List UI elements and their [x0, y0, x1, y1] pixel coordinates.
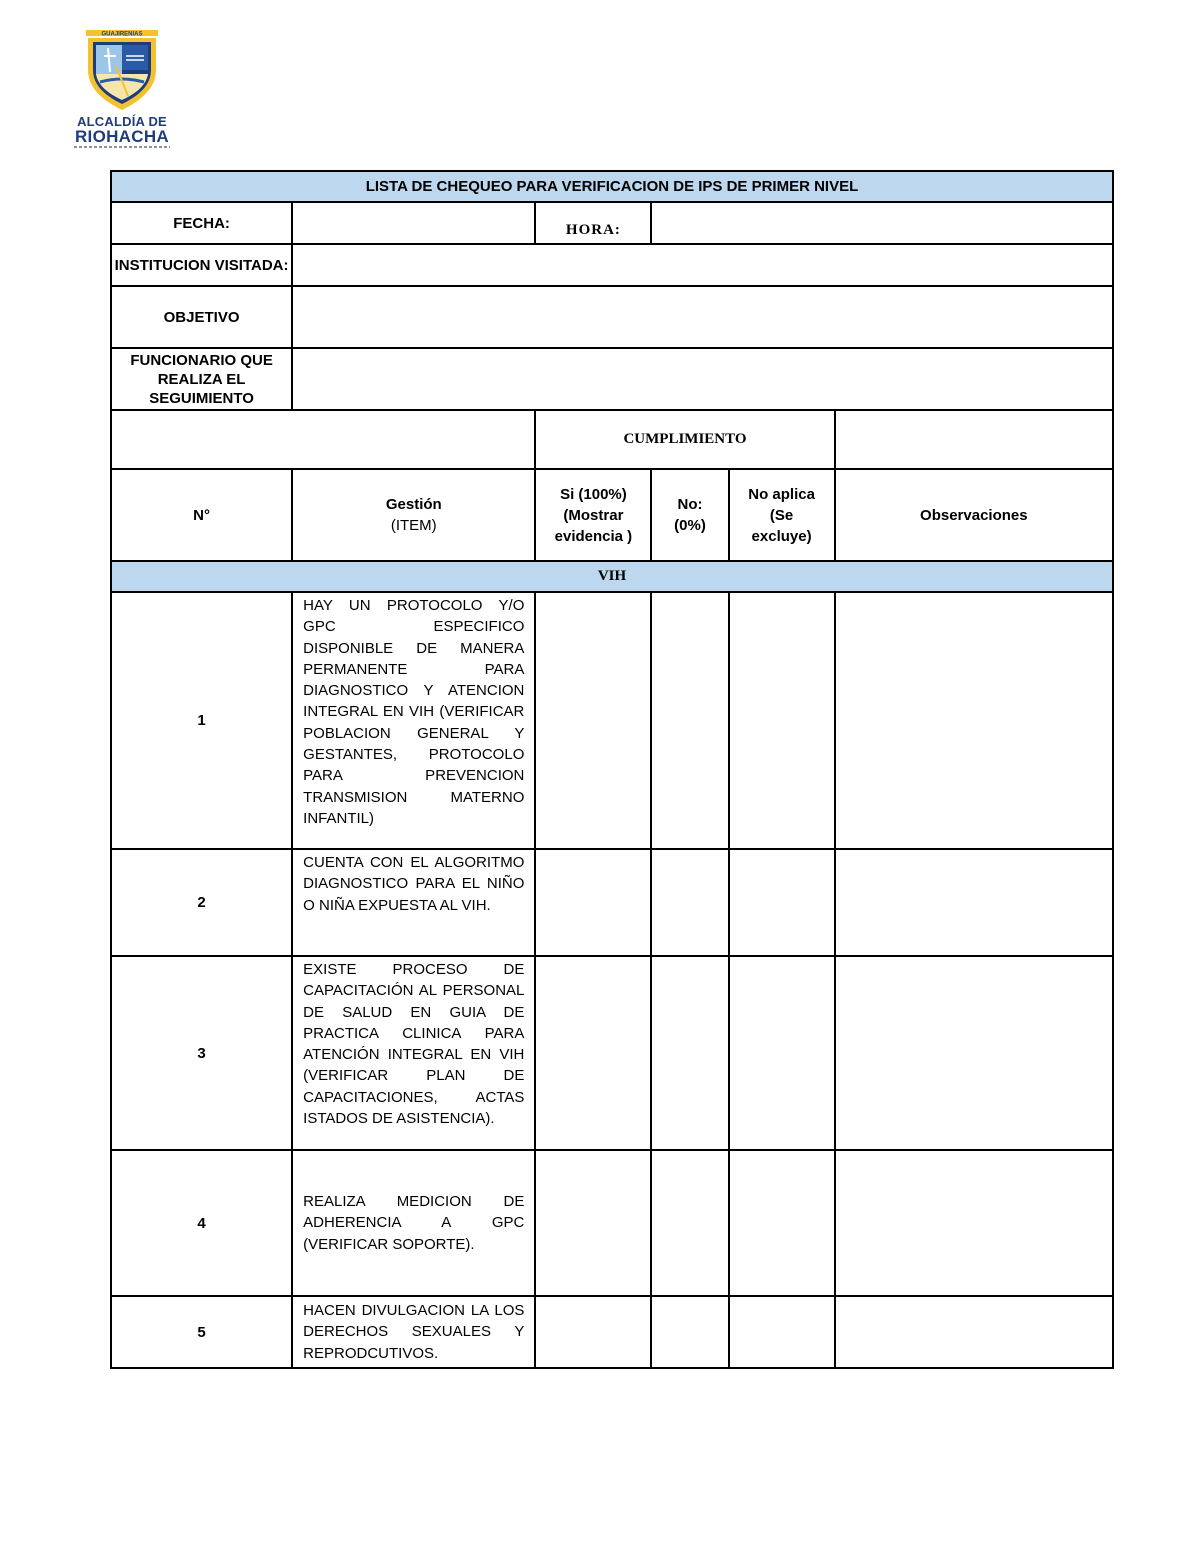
check-no-aplica[interactable] — [729, 849, 835, 956]
blank-header-cell — [111, 410, 535, 469]
table-row — [111, 1296, 1113, 1368]
row-number: 3 — [111, 956, 292, 1150]
hora-field[interactable] — [651, 202, 1113, 244]
svg-text:GUAJIRENIAS: GUAJIRENIAS — [101, 31, 143, 38]
fecha-label: FECHA: — [111, 202, 292, 244]
row-number: 5 — [111, 1296, 292, 1368]
cumplimiento-header: CUMPLIMIENTO — [535, 410, 834, 469]
observaciones-field[interactable] — [835, 592, 1113, 849]
observaciones-field[interactable] — [835, 1150, 1113, 1296]
section-vih: VIH — [111, 561, 1113, 592]
observaciones-field[interactable] — [835, 1296, 1113, 1368]
blank-header-cell-right — [835, 410, 1113, 469]
institucion-field[interactable] — [292, 244, 1113, 286]
col-header-num: N° — [111, 469, 292, 561]
check-no-aplica[interactable] — [729, 956, 835, 1150]
row-item-text: CUENTA CON EL ALGORITMO DIAGNOSTICO PARA EL NIÑO O NIÑA EXPUESTA AL VIH. — [292, 849, 535, 956]
check-no-aplica[interactable] — [729, 1296, 835, 1368]
row-number: 4 — [111, 1150, 292, 1296]
table-row — [111, 592, 1113, 849]
row-item-text: HACEN DIVULGACION LA LOS DERECHOS SEXUALES Y REPRODCUTIVOS. — [292, 1296, 535, 1368]
check-no-aplica[interactable] — [729, 1150, 835, 1296]
col-header-no: No: (0%) — [651, 469, 728, 561]
check-no[interactable] — [651, 849, 728, 956]
form-title: LISTA DE CHEQUEO PARA VERIFICACION DE IPS DE PRIMER NIVEL — [111, 171, 1113, 202]
check-si[interactable] — [535, 1296, 651, 1368]
shield-crest-icon — [80, 26, 164, 112]
col-header-observaciones: Observaciones — [835, 469, 1113, 561]
row-item-text: HAY UN PROTOCOLO Y/O GPC ESPECIFICO DISPONIBLE DE MANERA PERMANENTE PARA DIAGNOSTICO Y ATENCION INTEGRAL EN VIH (VERIFICAR POBLACION GENERAL Y GESTANTES, PROTOCOLO PARA PREVENCION TRANSMISION MATERNO INFANTIL) — [292, 592, 535, 849]
check-no[interactable] — [651, 1150, 728, 1296]
check-no[interactable] — [651, 592, 728, 849]
alcaldia-logo — [72, 26, 172, 150]
funcionario-field[interactable] — [292, 348, 1113, 410]
check-si[interactable] — [535, 956, 651, 1150]
col-header-gestion — [292, 469, 535, 561]
row-item-text: REALIZA MEDICION DE ADHERENCIA A GPC (VERIFICAR SOPORTE). — [292, 1150, 535, 1296]
check-no[interactable] — [651, 956, 728, 1150]
objetivo-field[interactable] — [292, 286, 1113, 348]
row-number: 1 — [111, 592, 292, 849]
objetivo-label: OBJETIVO — [111, 286, 292, 348]
funcionario-label: FUNCIONARIO QUE REALIZA EL SEGUIMIENTO — [111, 348, 292, 410]
logo-text-riohacha: RIOHACHA — [74, 127, 169, 146]
checklist-table — [110, 170, 1114, 1369]
col-header-no-aplica: No aplica (Se excluye) — [729, 469, 835, 561]
check-si[interactable] — [535, 592, 651, 849]
table-row — [111, 956, 1113, 1150]
row-number: 2 — [111, 849, 292, 956]
institucion-label: INSTITUCION VISITADA: — [111, 244, 292, 286]
table-row — [111, 849, 1113, 956]
col-header-gestion-sub: (ITEM) — [390, 517, 437, 534]
observaciones-field[interactable] — [835, 849, 1113, 956]
col-header-gestion-label: Gestión — [385, 496, 442, 513]
row-item-text: EXISTE PROCESO DE CAPACITACIÓN AL PERSONAL DE SALUD EN GUIA DE PRACTICA CLINICA PARA ATENCIÓN INTEGRAL EN VIH (VERIFICAR PLAN DE CAPACITACIONES, ACTAS ISTADOS DE ASISTENCIA). — [292, 956, 535, 1150]
logo-text-alcaldia: ALCALDÍA DE — [77, 114, 167, 129]
check-si[interactable] — [535, 849, 651, 956]
observaciones-field[interactable] — [835, 956, 1113, 1150]
hora-label: HORA: — [535, 202, 651, 244]
col-header-si: Si (100%) (Mostrar evidencia ) — [535, 469, 651, 561]
logo-tagline-divider — [74, 146, 170, 148]
check-no[interactable] — [651, 1296, 728, 1368]
fecha-field[interactable] — [292, 202, 535, 244]
table-row — [111, 1150, 1113, 1296]
check-no-aplica[interactable] — [729, 592, 835, 849]
check-si[interactable] — [535, 1150, 651, 1296]
